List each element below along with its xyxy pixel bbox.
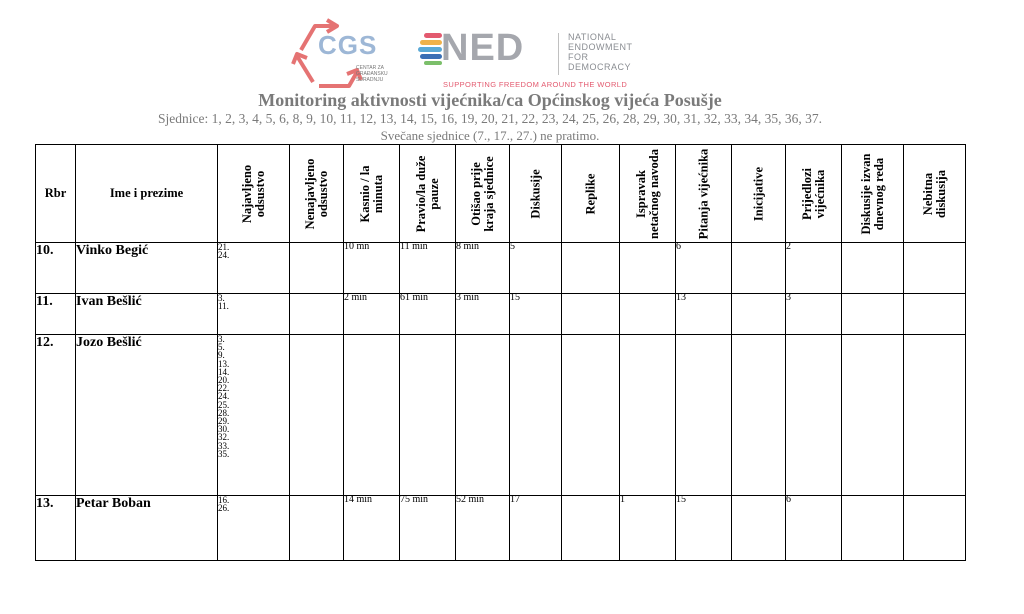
sessions-list: Sjednice: 1, 2, 3, 4, 5, 6, 8, 9, 10, 11, 12, 13, 14, 15, 16, 19, 20, 21, 22, 23, 24, 25, 26, 28, 29, 30, 31, 32, 33, 34, 35, 36, 37. bbox=[158, 111, 822, 126]
cell-nebitna bbox=[904, 335, 966, 496]
cell-replike bbox=[562, 294, 620, 335]
cell-name: Ivan Bešlić bbox=[76, 294, 218, 335]
cell-kasnio bbox=[344, 335, 400, 496]
absence-entry: 28. bbox=[218, 407, 230, 418]
column-header-label: Prijedlozi vijećnika bbox=[799, 167, 827, 220]
column-header-rbr: Rbr bbox=[36, 145, 76, 243]
column-header-replike bbox=[562, 145, 620, 243]
column-header-label: Ispravak netačnog navoda bbox=[633, 148, 661, 239]
cell-ispravak bbox=[620, 243, 676, 294]
cell-najavljeno bbox=[218, 496, 290, 561]
cell-nenajavljeno bbox=[290, 496, 344, 561]
ned-name-line: ENDOWMENT bbox=[568, 42, 633, 52]
cell-diskusije: 17 bbox=[510, 496, 562, 561]
column-header-label: Nenajavljeno odsustvo bbox=[302, 158, 330, 229]
cell-izvan bbox=[842, 335, 904, 496]
absence-entry: 32. bbox=[218, 432, 230, 443]
absence-entry: 29. bbox=[218, 416, 230, 427]
cell-pitanja bbox=[676, 335, 732, 496]
absence-entry: 20. bbox=[218, 375, 230, 386]
table-header-row bbox=[36, 145, 966, 243]
cell-inicijative bbox=[732, 335, 786, 496]
column-header-label: Kasnio / la minuta bbox=[357, 165, 385, 222]
cell-nebitna bbox=[904, 294, 966, 335]
cell-kasnio: 2 min bbox=[344, 294, 400, 335]
absence-entry: 14. bbox=[218, 366, 230, 377]
cell-pitanja: 15 bbox=[676, 496, 732, 561]
cell-rbr: 12. bbox=[36, 335, 76, 496]
absence-entry: 25. bbox=[218, 399, 230, 410]
column-header-kasnio bbox=[344, 145, 400, 243]
cell-pitanja: 6 bbox=[676, 243, 732, 294]
absence-entry: 30. bbox=[218, 424, 230, 435]
ned-stripes-icon bbox=[418, 30, 442, 66]
cell-pauze: 75 min bbox=[400, 496, 456, 561]
cell-ispravak bbox=[620, 335, 676, 496]
cell-rbr: 10. bbox=[36, 243, 76, 294]
absence-entry: 22. bbox=[218, 383, 230, 394]
table-row bbox=[36, 496, 966, 561]
cell-pitanja: 13 bbox=[676, 294, 732, 335]
ned-divider bbox=[558, 33, 559, 75]
cell-prijedlozi: 3 bbox=[786, 294, 842, 335]
cell-otisao: 52 min bbox=[456, 496, 510, 561]
cell-kasnio: 10 mn bbox=[344, 243, 400, 294]
absence-entry: 13. bbox=[218, 358, 230, 369]
cell-inicijative bbox=[732, 243, 786, 294]
cell-diskusije: 15 bbox=[510, 294, 562, 335]
cell-izvan bbox=[842, 243, 904, 294]
column-header-label: Pravio/la duže pauze bbox=[413, 155, 441, 232]
cell-prijedlozi bbox=[786, 335, 842, 496]
monitoring-table bbox=[35, 144, 966, 561]
cell-nenajavljeno bbox=[290, 243, 344, 294]
cell-inicijative bbox=[732, 496, 786, 561]
cell-name: Vinko Begić bbox=[76, 243, 218, 294]
absence-entry: 24. bbox=[218, 250, 230, 261]
absence-entry: 3. bbox=[218, 293, 225, 303]
ceremonial-note: Svečane sjednice (7., 17., 27.) ne pratimo. bbox=[380, 128, 600, 143]
cell-nenajavljeno bbox=[290, 294, 344, 335]
absence-entry: 16. bbox=[218, 495, 230, 505]
ned-full-name bbox=[568, 32, 633, 72]
column-header-inicijative bbox=[732, 145, 786, 243]
table-row bbox=[36, 335, 966, 496]
cell-name: Petar Boban bbox=[76, 496, 218, 561]
ned-name-line: FOR bbox=[568, 52, 589, 62]
cell-rbr: 11. bbox=[36, 294, 76, 335]
column-header-diskusije bbox=[510, 145, 562, 243]
cgs-logo-subtext: CENTAR ZA GRAĐANSKU SURADNJU bbox=[356, 65, 388, 83]
column-header-label: Najavljeno odsustvo bbox=[239, 164, 267, 223]
absence-entry: 26. bbox=[218, 503, 230, 514]
ned-name-line: DEMOCRACY bbox=[568, 62, 632, 72]
cell-replike bbox=[562, 243, 620, 294]
column-header-label: Diskusije izvan dnevnog reda bbox=[858, 153, 886, 234]
column-header-pitanja bbox=[676, 145, 732, 243]
table-row bbox=[36, 294, 966, 335]
cgs-logo-text: CGS bbox=[318, 30, 378, 60]
column-header-ispravak bbox=[620, 145, 676, 243]
absence-entry: 21. bbox=[218, 242, 230, 252]
column-header-otisao bbox=[456, 145, 510, 243]
absence-entry: 35. bbox=[218, 448, 230, 459]
ned-name-line: NATIONAL bbox=[568, 32, 617, 42]
cell-nebitna bbox=[904, 243, 966, 294]
ned-logo-text: NED bbox=[441, 27, 525, 69]
column-header-nebitna bbox=[904, 145, 966, 243]
cell-nebitna bbox=[904, 496, 966, 561]
cell-inicijative bbox=[732, 294, 786, 335]
column-header-label: Diskusije bbox=[528, 168, 542, 219]
column-header-label: Inicijative bbox=[751, 166, 765, 221]
column-header-nenajavljeno bbox=[290, 145, 344, 243]
header-logos bbox=[0, 10, 1024, 90]
absence-entry: 5. bbox=[218, 342, 225, 353]
absence-entry: 33. bbox=[218, 440, 230, 451]
table-row bbox=[36, 243, 966, 294]
column-header-prijedlozi bbox=[786, 145, 842, 243]
column-header-label: Pitanja vijećnika bbox=[696, 148, 710, 239]
cell-replike bbox=[562, 496, 620, 561]
cell-kasnio: 14 min bbox=[344, 496, 400, 561]
column-header-label: Replike bbox=[583, 173, 597, 214]
absence-entry: 11. bbox=[218, 301, 229, 312]
cell-nenajavljeno bbox=[290, 335, 344, 496]
cell-izvan bbox=[842, 496, 904, 561]
cell-najavljeno bbox=[218, 243, 290, 294]
cell-diskusije bbox=[510, 335, 562, 496]
cell-prijedlozi: 2 bbox=[786, 243, 842, 294]
cell-prijedlozi: 6 bbox=[786, 496, 842, 561]
absence-entry: 24. bbox=[218, 391, 230, 402]
cell-pauze: 11 min bbox=[400, 243, 456, 294]
cell-otisao: 8 min bbox=[456, 243, 510, 294]
cell-replike bbox=[562, 335, 620, 496]
absence-entry: 3. bbox=[218, 334, 225, 344]
column-header-najavljeno bbox=[218, 145, 290, 243]
cell-ispravak: 1 bbox=[620, 496, 676, 561]
column-header-label: Otišao prije kraja sjednice bbox=[468, 155, 496, 232]
cell-najavljeno bbox=[218, 294, 290, 335]
cell-diskusije: 5 bbox=[510, 243, 562, 294]
page-title: Monitoring aktivnosti vijećnika/ca Općinskog vijeća Posušje bbox=[258, 90, 722, 110]
cell-otisao: 3 min bbox=[456, 294, 510, 335]
cell-izvan bbox=[842, 294, 904, 335]
cell-ispravak bbox=[620, 294, 676, 335]
cell-pauze: 61 min bbox=[400, 294, 456, 335]
column-header-name: Ime i prezime bbox=[76, 145, 218, 243]
cell-rbr: 13. bbox=[36, 496, 76, 561]
cell-najavljeno bbox=[218, 335, 290, 496]
cell-otisao bbox=[456, 335, 510, 496]
column-header-izvan bbox=[842, 145, 904, 243]
absence-entry: 9. bbox=[218, 350, 225, 361]
cell-name: Jozo Bešlić bbox=[76, 335, 218, 496]
cell-pauze bbox=[400, 335, 456, 496]
column-header-label: Nebitna diskusija bbox=[920, 169, 948, 218]
ned-tagline: SUPPORTING FREEDOM AROUND THE WORLD bbox=[443, 80, 628, 89]
column-header-pauze bbox=[400, 145, 456, 243]
